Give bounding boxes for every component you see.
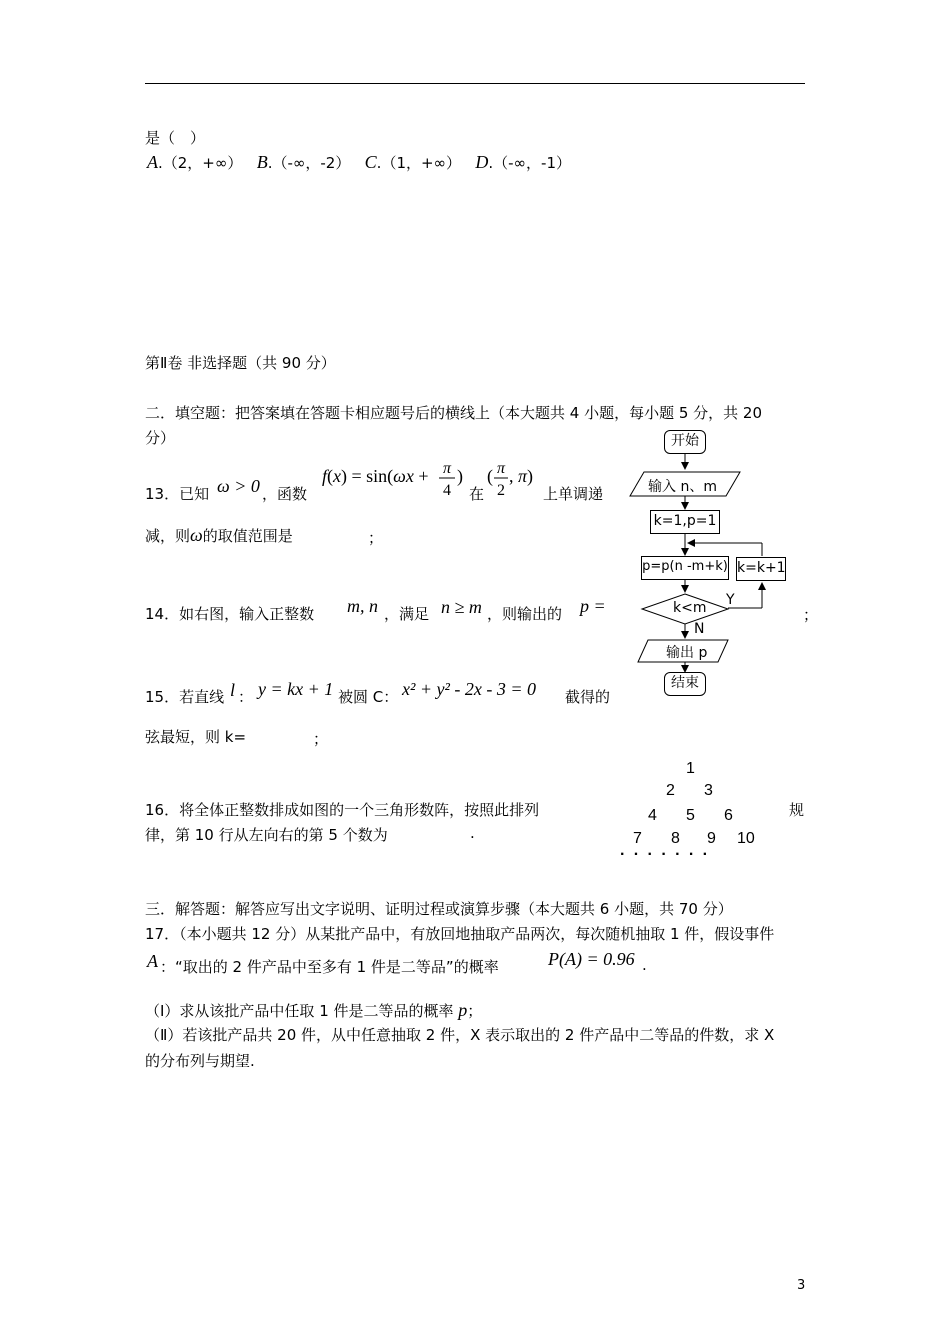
q13-end: ；: [368, 529, 384, 547]
triangle-cell: 8: [671, 830, 680, 847]
triangle-cell: 4: [648, 807, 657, 824]
option-b-text: .（-∞，-2）: [267, 154, 351, 172]
section2-line2: 分）: [145, 429, 176, 447]
q17-event-a: A: [147, 951, 158, 971]
flowchart-update: p=p(n -m+k): [641, 556, 729, 580]
triangle-cell: 9: [707, 830, 716, 847]
flowchart-yes-label: Y: [726, 592, 735, 608]
q13-interval-formula: [487, 458, 542, 503]
q15-end: ；: [313, 730, 329, 748]
svg-text:4: 4: [443, 482, 451, 499]
q17-probability: P(A) = 0.96: [548, 949, 635, 969]
option-d-letter: D: [475, 152, 489, 172]
q13-suffix: 上单调递: [543, 485, 604, 503]
flowchart-init: k=1,p=1: [650, 510, 720, 534]
flowchart-condition: k<m: [673, 600, 707, 616]
q16-line2: 律，第 10 行从左向右的第 5 个数为: [145, 826, 388, 844]
q16-line1: 16．将全体正整数排成如图的一个三角形数阵，按照此排列: [145, 801, 540, 819]
q15-suffix: 截得的: [565, 688, 611, 706]
q15-circle-eq: x² + y² - 2x - 3 = 0: [402, 679, 537, 699]
svg-text:f(x) = sin(ωx +: f(x) = sin(ωx +: [322, 466, 429, 486]
q17-line2: ：“取出的 2 件产品中至多有 1 件是二等品”的概率: [160, 958, 499, 976]
triangle-cell: 5: [686, 807, 695, 824]
svg-text:π: π: [442, 460, 452, 477]
flowchart-no-label: N: [694, 621, 705, 637]
q13-mid2: 在: [469, 485, 485, 503]
q14-mid2: ，则输出的: [487, 605, 563, 623]
option-c-letter: C: [364, 152, 377, 172]
flowchart-end: 结束: [664, 672, 706, 696]
option-a-letter: A: [147, 152, 158, 172]
header-rule: [145, 83, 805, 84]
q15-l: l: [230, 680, 236, 700]
flowchart-input: 输入 n、m: [648, 479, 717, 495]
q12-tail: 是（ ）: [145, 129, 206, 147]
q13-function-formula: [322, 458, 467, 503]
option-d-text: .（-∞，-1）: [488, 154, 572, 172]
q16-end: .: [470, 824, 475, 842]
q13-function: [322, 458, 467, 503]
flowchart-output: 输出 p: [666, 645, 708, 661]
page-number: 3: [797, 1278, 806, 1293]
svg-text:, π): , π): [509, 466, 534, 486]
q14-mid: ，满足: [384, 605, 430, 623]
svg-text:): ): [457, 466, 463, 486]
triangle-cell: 2: [666, 782, 675, 799]
option-a-text: .（2，+∞）: [158, 154, 243, 172]
q16-tail: 规: [789, 801, 805, 819]
triangle-cell: 7: [633, 830, 642, 847]
option-c-text: .（1，+∞）: [376, 154, 462, 172]
q14-end: ；: [803, 606, 819, 624]
q14-p: p =: [580, 596, 606, 616]
q17-part1: （Ⅰ）求从该批产品中任取 1 件是二等品的概率 p；: [145, 1000, 483, 1020]
triangle-cell: 10: [737, 830, 755, 847]
q14-prefix: 14．如右图，输入正整数: [145, 605, 315, 623]
svg-text:(: (: [487, 466, 493, 486]
q14-cond: n ≥ m: [441, 597, 482, 617]
section2-line1: 二．填空题：把答案填在答题卡相应题号后的横线上（本大题共 4 小题，每小题 5 分，共 20: [145, 404, 763, 422]
q15-colon: ：: [238, 688, 254, 706]
q13-line2: 减，则ω的取值范围是: [145, 525, 293, 545]
flowchart-start: 开始: [664, 430, 706, 454]
part2-title: 第Ⅱ卷 非选择题（共 90 分）: [145, 354, 336, 372]
q13-condition: ω > 0: [217, 476, 260, 496]
flowchart-increment: k=k+1: [736, 557, 786, 581]
q17-part2-line2: 的分布列与期望.: [145, 1052, 255, 1070]
q13-prefix: 13．已知: [145, 485, 210, 503]
q13-mid1: ，函数: [262, 485, 308, 503]
triangle-cell: 1: [686, 760, 695, 777]
q15-prefix: 15．若直线: [145, 688, 225, 706]
svg-text:π: π: [496, 460, 506, 477]
q15-line-eq: y = kx + 1: [258, 679, 334, 699]
q14-vars: m, n: [347, 596, 378, 616]
q13-interval: [487, 458, 542, 503]
q17-p-symbol: p: [458, 1000, 468, 1020]
q17-part2-line1: （Ⅱ）若该批产品共 20 件，从中任意抽取 2 件，X 表示取出的 2 件产品中二等品的件数，求 X: [145, 1026, 775, 1044]
triangle-cell: 3: [704, 782, 713, 799]
triangle-dots: · · · · · · ·: [620, 846, 710, 863]
section3-heading: 三．解答题：解答应写出文字说明、证明过程或演算步骤（本大题共 6 小题，共 70 分）: [145, 900, 733, 918]
q17-dot: .: [642, 956, 647, 974]
q15-line2: 弦最短，则 k=: [145, 728, 247, 746]
option-b-letter: B: [256, 152, 268, 172]
svg-text:2: 2: [497, 482, 505, 499]
q17-line1: 17．（本小题共 12 分）从某批产品中，有放回地抽取产品两次，每次随机抽取 1 件，假设事件: [145, 925, 775, 943]
triangle-cell: 6: [724, 807, 733, 824]
q15-mid: 被圆 C：: [338, 688, 399, 706]
omega-symbol: ω: [190, 525, 203, 545]
q12-options: [147, 152, 571, 173]
